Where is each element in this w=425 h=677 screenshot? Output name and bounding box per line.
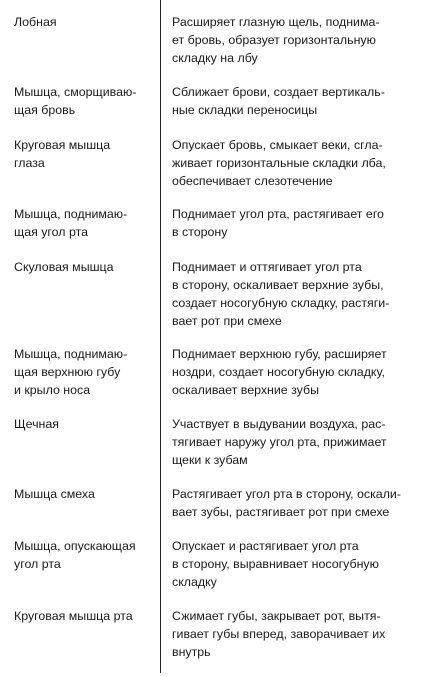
muscle-function: Участвует в выдувании воздуха, рас- тягивает наружу угол рта, прижимает щеки к зубам	[172, 417, 387, 467]
muscle-name: Лобная	[14, 15, 57, 29]
muscle-name: Круговая мышца рта	[14, 609, 133, 623]
muscle-function: Расширяет глазную щель, поднима- ет бровь, образует горизонтальную складку на лбу	[172, 15, 380, 65]
muscle-function: Сближает брови, создает вертикаль- ные складки переносицы	[172, 85, 385, 117]
muscle-name: Круговая мышца глаза	[14, 138, 111, 170]
muscle-name: Щечная	[14, 417, 59, 431]
muscle-function: Сжимает губы, закрывает рот, вытя- гивает губы вперед, заворачивает их внутрь	[172, 609, 386, 659]
muscle-function: Поднимает угол рта, растягивает его в сторону	[172, 207, 384, 239]
muscle-function: Поднимает и оттягивает угол рта в сторону, оскаливает верхние зубы, создает носогубную складку, растяги- вает рот при смехе	[172, 260, 390, 328]
muscle-name: Мышца смеха	[14, 487, 95, 501]
muscle-name: Мышца, поднимаю- щая верхнюю губу и крыло носа	[14, 347, 128, 397]
muscle-name: Скуловая мышца	[14, 260, 114, 274]
muscle-function: Опускает и растягивает угол рта в сторону, выравнивает носогубную складку	[172, 539, 379, 589]
muscle-function: Растягивает угол рта в сторону, оскали- вает зубы, растягивает рот при смехе	[172, 487, 401, 519]
muscle-name: Мышца, опускающая угол рта	[14, 539, 136, 571]
muscle-function: Опускает бровь, смыкает веки, сгла- живает горизонтальные складки лба, обеспечивает слезотечение	[172, 138, 386, 188]
muscle-function: Поднимает верхнюю губу, расширяет ноздри, создает носогубную складку, оскаливает верхние зубы	[172, 347, 387, 397]
muscle-name: Мышца, сморщиваю- щая бровь	[14, 85, 137, 117]
muscle-name: Мышца, поднимаю- щая угол рта	[14, 207, 128, 239]
column-divider	[160, 0, 161, 673]
